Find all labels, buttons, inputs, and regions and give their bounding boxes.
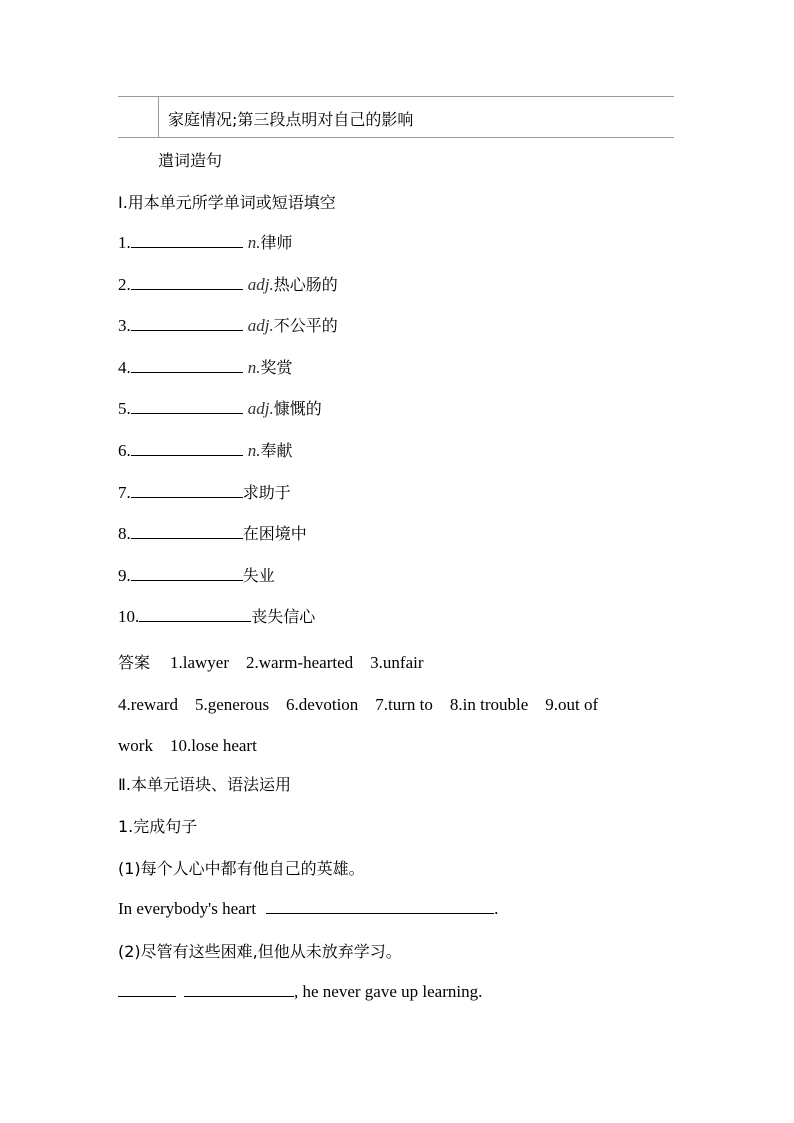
answer-line-1: 1.lawyer 2.warm-hearted 3.unfair: [170, 653, 424, 672]
item-number: 5.: [118, 399, 131, 418]
answer-blank[interactable]: [131, 231, 243, 248]
vocab-item: [118, 273, 338, 295]
vocab-item: [118, 397, 322, 419]
vocab-item: [118, 231, 293, 253]
part-of-speech: n.: [247, 358, 261, 377]
part-of-speech: adj.: [247, 316, 274, 335]
item-meaning: 丧失信心: [251, 607, 316, 626]
answer-blank[interactable]: [131, 314, 243, 331]
item-meaning: 求助于: [242, 483, 291, 502]
item-number: 1.: [118, 233, 131, 252]
part-of-speech: adj.: [247, 399, 274, 418]
answer-blank[interactable]: [131, 522, 243, 539]
answer-blank[interactable]: [139, 605, 251, 622]
item-number: 4.: [118, 358, 131, 377]
section2-subtitle: 1.完成句子: [118, 817, 198, 836]
item-meaning: 失业: [242, 566, 275, 585]
item-number: 10.: [118, 607, 140, 626]
table-bottom-border: [118, 137, 674, 138]
answer-blank[interactable]: [131, 397, 243, 414]
table-column-divider: [158, 96, 159, 138]
vocab-item: [118, 356, 293, 378]
item-number: 3.: [118, 316, 131, 335]
answer-block: [118, 648, 424, 673]
answer-blank[interactable]: [118, 980, 176, 997]
table-cell-text: 家庭情况;第三段点明对自己的影响: [168, 110, 414, 129]
vocab-item: [118, 314, 338, 336]
section1-title: Ⅰ.用本单元所学单词或短语填空: [118, 193, 336, 212]
vocab-item: [118, 522, 307, 544]
vocab-item: [118, 481, 291, 503]
question-2-english: , he never gave up learning.: [118, 980, 482, 1002]
item-meaning: 奖赏: [260, 358, 293, 377]
item-meaning: 律师: [260, 233, 293, 252]
item-number: 6.: [118, 441, 131, 460]
item-meaning: 慷慨的: [273, 399, 322, 418]
answer-blank[interactable]: [131, 439, 243, 456]
item-number: 2.: [118, 275, 131, 294]
question-1-chinese: (1)每个人心中都有他自己的英雄。: [118, 859, 365, 878]
answer-blank[interactable]: [131, 273, 243, 290]
question-2-chinese: (2)尽管有这些困难,但他从未放弃学习。: [118, 942, 402, 961]
answer-label: 答案: [118, 653, 151, 672]
answer-line-2: 4.reward 5.generous 6.devotion 7.turn to 8.in trouble 9.out of: [118, 695, 599, 714]
part-of-speech: n.: [247, 233, 261, 252]
table-top-border: [118, 96, 674, 97]
item-number: 8.: [118, 524, 131, 543]
question-1-english: In everybody's heart .: [118, 899, 499, 918]
part-of-speech: adj.: [247, 275, 274, 294]
item-meaning: 热心肠的: [273, 275, 338, 294]
answer-blank[interactable]: [266, 897, 494, 914]
answer-blank[interactable]: [131, 481, 243, 498]
part-of-speech: n.: [247, 441, 261, 460]
item-number: 9.: [118, 566, 131, 585]
answer-blank[interactable]: [131, 564, 243, 581]
item-meaning: 在困境中: [242, 524, 307, 543]
section2-title: Ⅱ.本单元语块、语法运用: [118, 775, 291, 794]
vocab-item: [118, 439, 293, 461]
section-heading: 遣词造句: [158, 151, 223, 170]
item-meaning: 不公平的: [273, 316, 338, 335]
vocab-item: [118, 605, 315, 627]
item-number: 7.: [118, 483, 131, 502]
answer-blank[interactable]: [184, 980, 294, 997]
item-meaning: 奉献: [260, 441, 293, 460]
answer-blank[interactable]: [131, 356, 243, 373]
answer-line-3: work 10.lose heart: [118, 736, 257, 755]
vocab-item: [118, 564, 275, 586]
